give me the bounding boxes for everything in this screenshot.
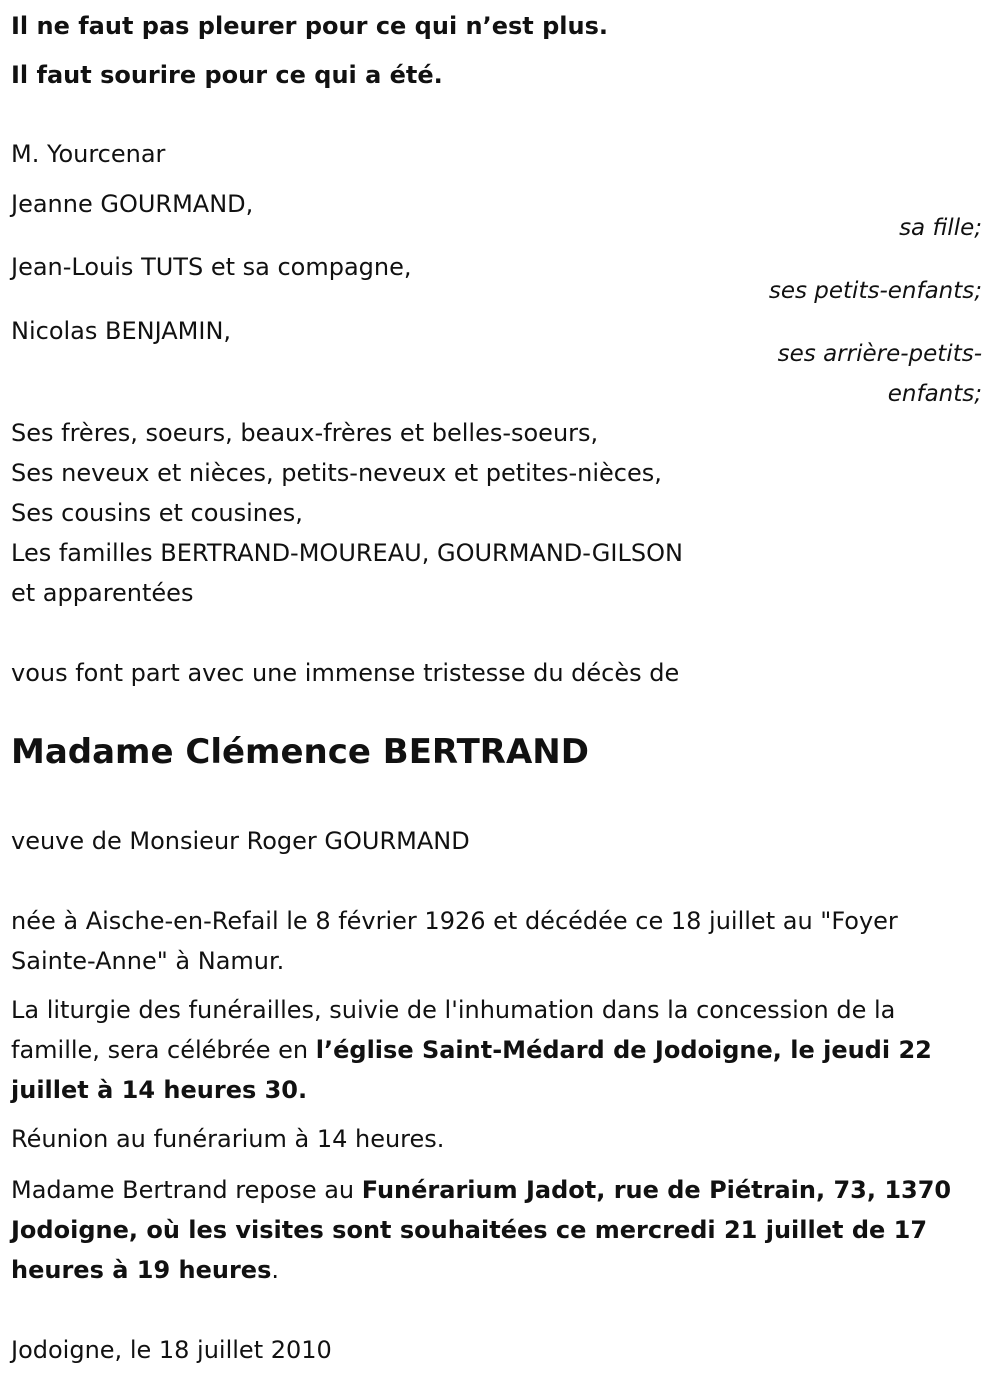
family-member-relation: sa fille; — [899, 215, 982, 241]
quote-line-1: Il ne faut pas pleurer pour ce qui n’est plus. — [11, 12, 609, 40]
relatives-line: et apparentées — [11, 579, 194, 607]
reunion-text: Réunion au funérarium à 14 heures. — [11, 1125, 445, 1153]
widow-of-text: veuve de Monsieur Roger GOURMAND — [11, 827, 470, 855]
relatives-line: Ses neveux et nièces, petits-neveux et petites-nièces, — [11, 459, 662, 487]
relatives-line: Les familles BERTRAND-MOUREAU, GOURMAND-GILSON — [11, 539, 683, 567]
repose-end: . — [271, 1256, 279, 1284]
liturgy-time: juillet à 14 heures 30. — [11, 1076, 308, 1104]
family-member-relation: ses arrière-petits- — [777, 341, 982, 367]
repose-line: Jodoigne, où les visites sont souhaitées ce mercredi 21 juillet de 17 — [11, 1216, 928, 1244]
family-member-name: Jeanne GOURMAND, — [11, 190, 254, 218]
repose-hours: heures à 19 heures — [11, 1256, 272, 1284]
deceased-name: Madame Clémence BERTRAND — [11, 732, 589, 772]
quote-line-2: Il faut sourire pour ce qui a été. — [11, 61, 443, 89]
liturgy-plain: famille, sera célébrée en — [11, 1036, 316, 1064]
repose-location: Funérarium Jadot, rue de Piétrain, 73, 1370 — [361, 1176, 952, 1204]
family-member-relation: enfants; — [887, 381, 982, 407]
relatives-line: Ses frères, soeurs, beaux-frères et belles-soeurs, — [11, 419, 599, 447]
birth-death-line: Sainte-Anne" à Namur. — [11, 947, 285, 975]
birth-death-line: née à Aische-en-Refail le 8 février 1926 et décédée ce 18 juillet au "Foyer — [11, 907, 898, 935]
quote-author: M. Yourcenar — [11, 140, 166, 168]
liturgy-line: La liturgie des funérailles, suivie de l'inhumation dans la concession de la — [11, 996, 896, 1024]
family-member-relation: ses petits-enfants; — [768, 278, 982, 304]
repose-line — [11, 1250, 279, 1290]
liturgy-location: l’église Saint-Médard de Jodoigne, le jeudi 22 — [315, 1036, 932, 1064]
repose-line — [11, 1170, 951, 1210]
family-member-name: Nicolas BENJAMIN, — [11, 317, 232, 345]
family-member-name: Jean-Louis TUTS et sa compagne, — [11, 253, 412, 281]
relatives-line: Ses cousins et cousines, — [11, 499, 303, 527]
liturgy-line — [11, 1030, 932, 1070]
repose-plain: Madame Bertrand repose au — [11, 1176, 362, 1204]
place-date: Jodoigne, le 18 juillet 2010 — [11, 1336, 332, 1364]
announcement-text: vous font part avec une immense tristesse du décès de — [11, 659, 680, 687]
